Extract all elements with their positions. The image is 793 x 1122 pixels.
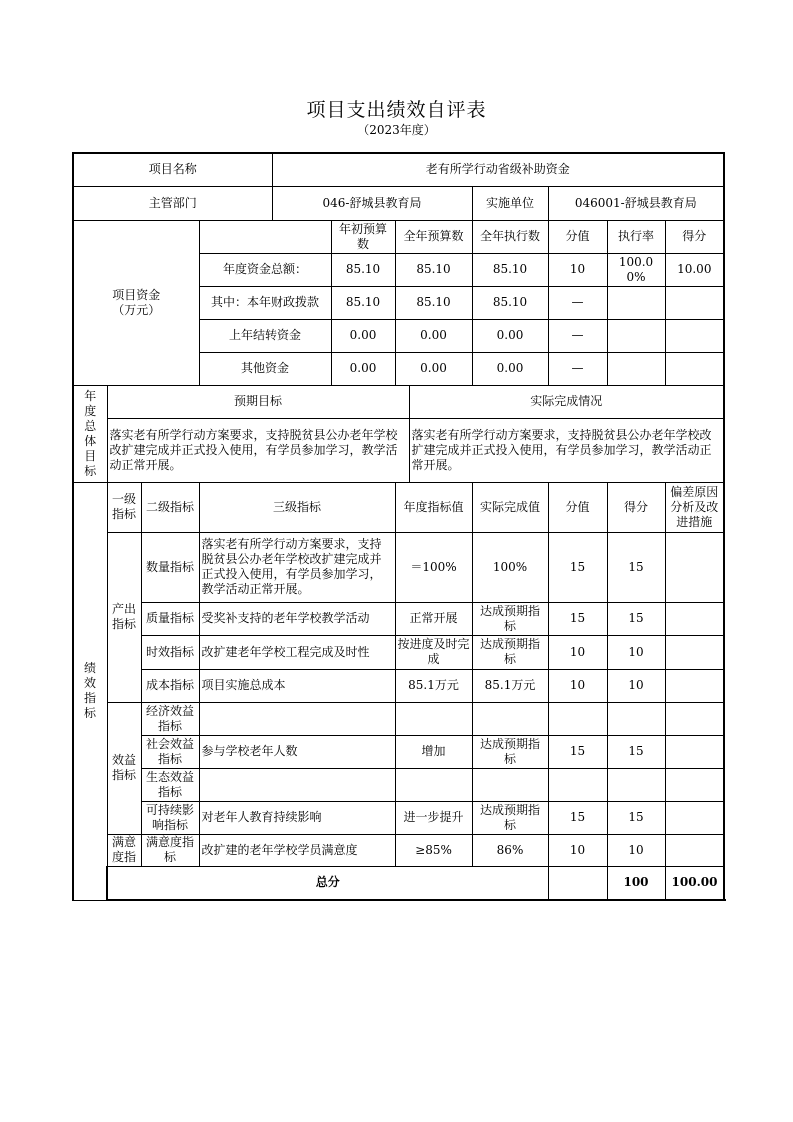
indicator-level2: 满意度指标 — [141, 834, 199, 866]
funds-cell-rate: 100.00% — [607, 253, 665, 286]
indicator-level2: 时效指标 — [141, 635, 199, 669]
implementing-unit-label: 实施单位 — [472, 186, 548, 220]
project-name-label: 项目名称 — [73, 153, 272, 186]
funds-header-score: 得分 — [665, 220, 724, 253]
indicator-score-value: 10 — [548, 834, 607, 866]
funds-cell-score-value: — — [548, 352, 607, 385]
indicator-actual: 达成预期指标 — [472, 735, 548, 768]
indicator-level3: 受奖补支持的老年学校教学活动 — [199, 602, 395, 635]
funds-cell-annual: 0.00 — [395, 319, 472, 352]
funds-cell-score — [665, 319, 724, 352]
funds-cell-executed: 0.00 — [472, 352, 548, 385]
indicator-deviation — [665, 602, 724, 635]
expected-goal-header: 预期目标 — [107, 385, 409, 418]
funds-cell-initial: 0.00 — [331, 352, 395, 385]
funds-cell-executed: 85.10 — [472, 286, 548, 319]
funds-row-label: 上年结转资金 — [199, 319, 331, 352]
indicator-target — [395, 702, 472, 735]
indicator-target: ＝100% — [395, 532, 472, 602]
indicator-target: 85.1万元 — [395, 669, 472, 702]
benefit-indicator-label: 效益 指标 — [107, 702, 141, 834]
funds-cell-rate — [607, 319, 665, 352]
funds-row-label: 年度资金总额： — [199, 253, 331, 286]
indicator-score: 15 — [607, 532, 665, 602]
indicator-target: 进一步提升 — [395, 801, 472, 834]
indicator-deviation — [665, 532, 724, 602]
funds-cell-annual: 85.10 — [395, 286, 472, 319]
indicator-score: 10 — [607, 635, 665, 669]
indicator-level2: 数量指标 — [141, 532, 199, 602]
indicator-score: 15 — [607, 735, 665, 768]
funds-cell-initial: 85.10 — [331, 253, 395, 286]
level1-header: 一级 指标 — [107, 482, 141, 532]
funds-cell-executed: 0.00 — [472, 319, 548, 352]
project-name-value: 老有所学行动省级补助资金 — [272, 153, 724, 186]
indicator-actual: 86% — [472, 834, 548, 866]
indicator-score: 10 — [607, 834, 665, 866]
indicator-score-value: 15 — [548, 602, 607, 635]
indicator-level3 — [199, 768, 395, 801]
indicator-target: 正常开展 — [395, 602, 472, 635]
indicator-target: 增加 — [395, 735, 472, 768]
indicator-deviation — [665, 768, 724, 801]
indicator-target — [395, 768, 472, 801]
indicator-score: 10 — [607, 669, 665, 702]
indicator-actual — [472, 768, 548, 801]
indicator-level3: 对老年人教育持续影响 — [199, 801, 395, 834]
funds-header-score-value: 分值 — [548, 220, 607, 253]
indicator-level2: 质量指标 — [141, 602, 199, 635]
actual-completion-text: 落实老有所学行动方案要求，支持脱贫县公办老年学校改扩建完成并正式投入使用，有学员参加学习，教学活动正常开展。 — [409, 418, 724, 482]
funds-cell-annual: 0.00 — [395, 352, 472, 385]
indicator-actual: 100% — [472, 532, 548, 602]
indicator-level3: 改扩建的老年学校学员满意度 — [199, 834, 395, 866]
evaluation-table — [72, 152, 725, 901]
funds-cell-initial: 0.00 — [331, 319, 395, 352]
indicator-score-value: 10 — [548, 635, 607, 669]
indicator-deviation — [665, 801, 724, 834]
implementing-unit-value: 046001-舒城县教育局 — [548, 186, 724, 220]
funds-row-label: 其他资金 — [199, 352, 331, 385]
indicator-level2: 社会效益指标 — [141, 735, 199, 768]
total-score: 100.00 — [665, 866, 724, 900]
indicator-target: ≥85% — [395, 834, 472, 866]
indicator-actual: 85.1万元 — [472, 669, 548, 702]
indicator-level2: 生态效益指标 — [141, 768, 199, 801]
indicator-score — [607, 702, 665, 735]
funds-row-label: 其中：本年财政拨款 — [199, 286, 331, 319]
indicator-score-value: 15 — [548, 801, 607, 834]
funds-cell-score — [665, 286, 724, 319]
indicator-deviation — [665, 735, 724, 768]
indicator-actual — [472, 702, 548, 735]
funds-cell-annual: 85.10 — [395, 253, 472, 286]
funds-cell-score-value: 10 — [548, 253, 607, 286]
indicator-deviation — [665, 635, 724, 669]
level3-header: 三级指标 — [199, 482, 395, 532]
funds-cell-executed: 85.10 — [472, 253, 548, 286]
page-title: 项目支出绩效自评表 — [306, 99, 487, 121]
total-label: 总分 — [107, 866, 548, 900]
indicator-deviation — [665, 834, 724, 866]
annual-goal-label: 年 度 总 体 目 标 — [73, 385, 107, 482]
actual-completion-header: 实际完成情况 — [409, 385, 724, 418]
indicator-score-value — [548, 702, 607, 735]
funds-cell-score-value: — — [548, 319, 607, 352]
performance-indicators-label: 绩 效 指 标 — [73, 482, 107, 900]
funds-header-initial: 年初预算数 — [331, 220, 395, 253]
expected-goal-text: 落实老有所学行动方案要求，支持脱贫县公办老年学校改扩建完成并正式投入使用，有学员参加学习，教学活动正常开展。 — [107, 418, 409, 482]
indicator-level2: 可持续影响指标 — [141, 801, 199, 834]
funds-cell-initial: 85.10 — [331, 286, 395, 319]
total-actual-blank — [548, 866, 607, 900]
indicator-deviation — [665, 669, 724, 702]
funds-header-blank — [199, 220, 331, 253]
indicator-score-value: 10 — [548, 669, 607, 702]
indicator-level3: 项目实施总成本 — [199, 669, 395, 702]
funds-label: 项目资金 （万元） — [73, 220, 199, 385]
output-indicator-label: 产出 指标 — [107, 532, 141, 702]
indicator-level3: 落实老有所学行动方案要求，支持脱贫县公办老年学校改扩建完成并正式投入使用，有学员参加学习，教学活动正常开展。 — [199, 532, 395, 602]
department-label: 主管部门 — [73, 186, 272, 220]
funds-cell-rate — [607, 286, 665, 319]
funds-header-executed: 全年执行数 — [472, 220, 548, 253]
indicator-score-value — [548, 768, 607, 801]
actual-value-header: 实际完成值 — [472, 482, 548, 532]
score-value-header: 分值 — [548, 482, 607, 532]
indicator-score-value: 15 — [548, 532, 607, 602]
deviation-header: 偏差原因 分析及改 进措施 — [665, 482, 724, 532]
score-header: 得分 — [607, 482, 665, 532]
level2-header: 二级指标 — [141, 482, 199, 532]
indicator-target: 按进度及时完成 — [395, 635, 472, 669]
indicator-actual: 达成预期指标 — [472, 602, 548, 635]
indicator-actual: 达成预期指标 — [472, 801, 548, 834]
indicator-actual: 达成预期指标 — [472, 635, 548, 669]
funds-cell-score-value: — — [548, 286, 607, 319]
funds-header-annual: 全年预算数 — [395, 220, 472, 253]
funds-cell-score: 10.00 — [665, 253, 724, 286]
indicator-deviation — [665, 702, 724, 735]
indicator-level3 — [199, 702, 395, 735]
target-header: 年度指标值 — [395, 482, 472, 532]
funds-cell-score — [665, 352, 724, 385]
funds-header-rate: 执行率 — [607, 220, 665, 253]
indicator-score — [607, 768, 665, 801]
satisfaction-indicator-label: 满意 度指 — [107, 834, 141, 866]
page-subtitle: （2023年度） — [357, 123, 436, 137]
indicator-level3: 参与学校老年人数 — [199, 735, 395, 768]
indicator-level2: 成本指标 — [141, 669, 199, 702]
indicator-level2: 经济效益指标 — [141, 702, 199, 735]
indicator-score: 15 — [607, 801, 665, 834]
department-value: 046-舒城县教育局 — [272, 186, 472, 220]
indicator-score: 15 — [607, 602, 665, 635]
funds-cell-rate — [607, 352, 665, 385]
total-score-value: 100 — [607, 866, 665, 900]
indicator-level3: 改扩建老年学校工程完成及时性 — [199, 635, 395, 669]
indicator-score-value: 15 — [548, 735, 607, 768]
